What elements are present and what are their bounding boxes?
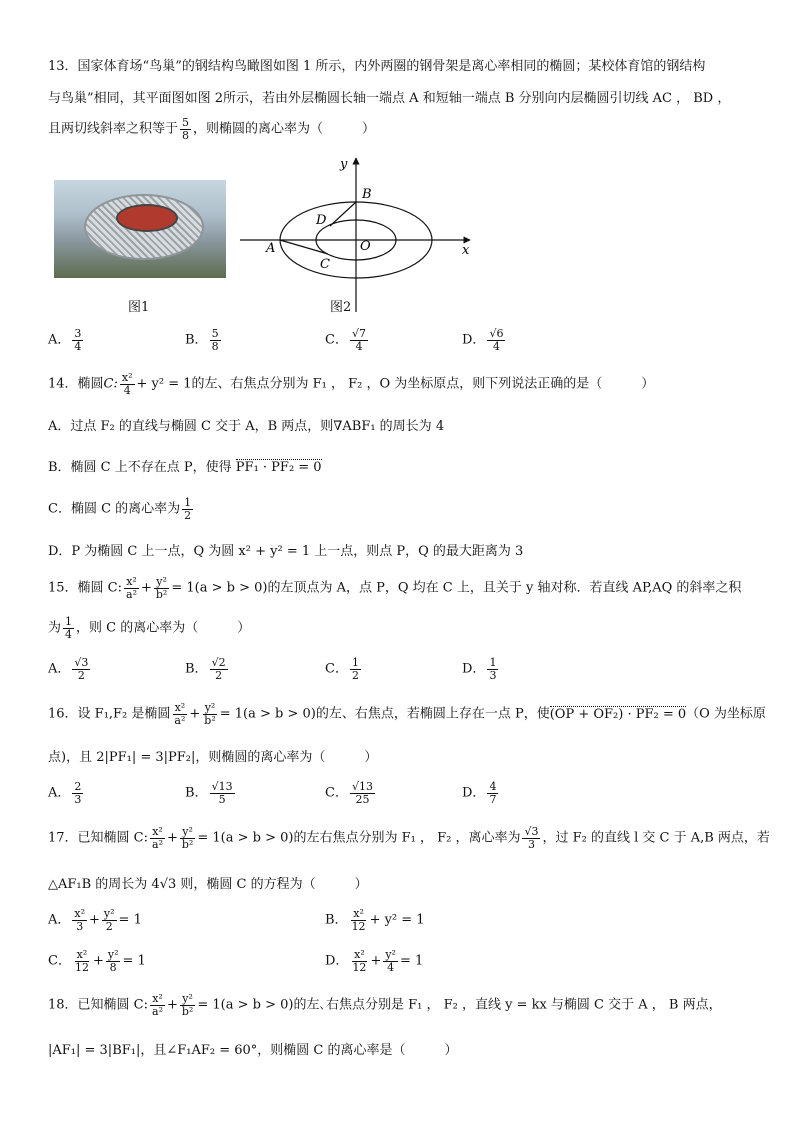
q16-option-a[interactable] — [48, 781, 85, 805]
q14-option-b[interactable] — [48, 456, 322, 475]
option-label: D． — [462, 785, 486, 801]
q16-option-b[interactable] — [185, 781, 237, 805]
q15-option-b[interactable] — [185, 657, 230, 681]
stadium-field-shape — [116, 204, 178, 232]
q17-option-b[interactable] — [325, 908, 425, 932]
option-num: x² — [74, 907, 86, 920]
figure-1-caption: 图1 — [128, 300, 150, 315]
label-b: B — [362, 187, 372, 202]
q18-stem-post: 的左､右焦点分别是 F₁ ， F₂ ，直线 y = kx 与椭圆 C 交于 A ， B 两点， — [293, 997, 722, 1013]
q18-f1-den: a² — [152, 1004, 163, 1018]
q16-vector-expr: (OP + OF₂) · PF₂ = 0 — [549, 706, 687, 722]
option-label: C． — [325, 785, 348, 801]
option-den: 12 — [74, 960, 89, 974]
option-den: 4 — [74, 339, 82, 353]
q14-stem-pre: 14．椭圆 — [48, 376, 104, 392]
option-den: 2 — [105, 919, 113, 933]
q17-option-a[interactable]: A． $\frac{\text{x²}}{3}$ + $\frac{\text{y²}}{2}$ = 1 — [48, 907, 142, 933]
option-num: √13 — [351, 780, 373, 793]
q14-frac-num: x² — [121, 371, 133, 384]
q13-line-2: 与鸟巢”相同，其平面图如图 2所示，若由外层椭圆长轴一端点 A 和短轴一端点 B 分别向内层椭圆引切线 AC ， BD ， — [48, 91, 731, 106]
option-num: 2 — [74, 780, 82, 793]
q16-f2-den: b² — [204, 713, 216, 727]
option-den: 4 — [387, 960, 395, 974]
option-num: 5 — [211, 327, 219, 340]
label-d: D — [316, 213, 327, 228]
option-num: 1 — [351, 656, 359, 669]
option-num: 4 — [489, 780, 497, 793]
q14-option-b-text: B．椭圆 C 上不存在点 P，使得 — [48, 460, 232, 475]
option-den: 2 — [351, 668, 359, 682]
option-den: 3 — [74, 792, 82, 806]
q16-f1-num: x² — [174, 701, 186, 714]
option-den: 7 — [489, 792, 497, 806]
option-label: B． — [185, 785, 208, 801]
q14-stem-post: 的左、右焦点分别为 F₁ ， F₂ ，O 为坐标原点，则下列说法正确的是（ ） — [191, 376, 655, 392]
q16-stem-pre: 16．设 F₁,F₂ 是椭圆 — [48, 706, 171, 722]
option-den: 2 — [215, 668, 223, 682]
q15-line-2-num: 1 — [65, 615, 73, 628]
label-x: x — [462, 243, 470, 258]
q16-eq: = 1(a > b > 0) — [219, 706, 316, 722]
q17-e-den: 3 — [527, 837, 535, 851]
option-label: B． — [185, 332, 208, 348]
q13-option-a[interactable] — [48, 328, 85, 352]
q15-plus: + — [140, 580, 152, 596]
q17-e-num: √3 — [524, 825, 539, 838]
q15-option-a[interactable] — [48, 657, 92, 681]
q17-plus: + — [166, 830, 178, 846]
figure-2-diagram — [230, 150, 490, 320]
option-den: 5 — [218, 792, 226, 806]
option-num: √13 — [211, 780, 233, 793]
q16-stem-mid: 的左、右焦点，若椭圆上存在一点 P，使 — [315, 706, 550, 722]
q18-line-2: |AF₁| = 3|BF₁|，且∠F₁AF₂ = 60°，则椭圆 C 的离心率是（ ） — [48, 1043, 458, 1058]
option-num: x² — [353, 907, 364, 920]
q14-option-b-vector: PF₁ · PF₂ = 0 — [235, 460, 322, 475]
option-label: C． — [325, 332, 348, 348]
option-num: √6 — [489, 327, 504, 340]
q13-fraction-num: 5 — [182, 116, 190, 129]
q15-f2-num: y² — [156, 575, 167, 588]
option-num: y² — [103, 907, 115, 920]
option-label: B． — [185, 661, 208, 677]
q15-line-2-post: ，则 C 的离心率为（ ） — [76, 620, 251, 636]
q13-option-b[interactable] — [185, 328, 223, 352]
q14-stem — [48, 372, 654, 396]
q13-option-d[interactable] — [462, 328, 507, 352]
option-den: 8 — [211, 339, 219, 353]
option-num: x² — [354, 948, 365, 961]
option-label: B． — [325, 912, 348, 928]
q18-f1-num: x² — [152, 992, 163, 1005]
q14-option-c[interactable] — [48, 497, 195, 521]
figure-2-caption: 图2 — [330, 300, 352, 315]
q17-eq: = 1(a > b > 0) — [197, 830, 294, 846]
option-tail: = 1 — [118, 912, 142, 928]
q15-line-2 — [48, 616, 250, 640]
q16-f1-den: a² — [174, 713, 186, 727]
q18-f2-den: b² — [181, 1004, 194, 1018]
q17-f2-num: y² — [182, 825, 193, 838]
option-den: 25 — [355, 792, 370, 806]
q14-option-c-num: 1 — [184, 496, 192, 509]
q13-line-3-post: ，则椭圆的离心率为（ ） — [193, 121, 376, 137]
q16-stem — [48, 702, 766, 726]
label-a: A — [266, 241, 276, 256]
q17-stem — [48, 826, 770, 850]
option-den: 4 — [492, 339, 500, 353]
option-label: A． — [48, 661, 71, 677]
q13-option-c[interactable] — [325, 328, 370, 352]
option-num: 3 — [74, 327, 82, 340]
tangent-ac — [280, 240, 328, 254]
q17-option-d[interactable]: D． $\frac{\text{x²}}{12}$ + $\frac{\text{y²}}{4}$ = 1 — [325, 948, 424, 974]
option-label: D． — [325, 953, 349, 969]
q15-option-c[interactable] — [325, 657, 363, 681]
option-num: √7 — [351, 327, 366, 340]
option-den: 12 — [351, 919, 366, 933]
option-label: D． — [462, 332, 486, 348]
q16-plus: + — [189, 706, 201, 722]
q17-stem-post: ，过 F₂ 的直线 l 交 C 于 A,B 两点，若 — [542, 830, 770, 846]
option-tail: = 1 — [122, 953, 146, 969]
q14-option-c-den: 2 — [184, 508, 192, 522]
option-den: 4 — [355, 339, 363, 353]
label-y: y — [340, 157, 348, 172]
option-tail: + y² = 1 — [369, 912, 425, 928]
q17-stem-pre: 17．已知椭圆 C: — [48, 830, 149, 846]
q15-line-2-den: 4 — [65, 627, 73, 641]
q16-f2-num: y² — [204, 701, 216, 714]
q15-stem — [48, 576, 741, 600]
q15-f1-num: x² — [126, 575, 137, 588]
option-den: 2 — [77, 668, 85, 682]
q15-line-2-pre: 为 — [48, 620, 62, 636]
option-den: 3 — [489, 668, 497, 682]
option-label: A． — [48, 332, 71, 348]
q14-ellipse-name: C: — [103, 376, 118, 392]
q17-stem-mid: 的左右焦点分别为 F₁ ， F₂ ，离心率为 — [293, 830, 521, 846]
option-den: 3 — [76, 919, 84, 933]
q14-option-c-text: C．椭圆 C 的离心率为 — [48, 501, 181, 517]
q16-option-c[interactable] — [325, 781, 377, 805]
option-label: C． — [325, 661, 348, 677]
bird-nest-photo — [54, 180, 226, 278]
q18-stem — [48, 993, 722, 1017]
q18-eq: = 1(a > b > 0) — [197, 997, 294, 1013]
q15-eq: = 1(a > b > 0) — [171, 580, 268, 596]
q16-line-2: 点)，且 2|PF₁| = 3|PF₂|，则椭圆的离心率为（ ） — [48, 750, 378, 765]
q18-f2-num: y² — [182, 992, 193, 1005]
option-num: √2 — [211, 656, 226, 669]
q13-fraction — [180, 117, 191, 141]
q17-f1-num: x² — [152, 825, 163, 838]
option-num: √3 — [74, 656, 89, 669]
q14-eq-tail: + y² = 1 — [136, 376, 192, 392]
tangent-bd — [330, 202, 356, 226]
label-c: C — [320, 257, 330, 272]
q18-stem-pre: 18．已知椭圆 C: — [48, 997, 149, 1013]
q15-option-d[interactable] — [462, 657, 500, 681]
q14-option-d[interactable]: D．P 为椭圆 C 上一点，Q 为圆 x² + y² = 1 上一点，则点 P，Q 的最大距离为 3 — [48, 544, 524, 559]
q13-line-3-pre: 且两切线斜率之积等于 — [48, 121, 179, 137]
option-den: 8 — [109, 960, 117, 974]
q15-f1-den: a² — [126, 587, 137, 601]
q13-line-3 — [48, 117, 375, 141]
q13-line-1: 13．国家体育场“鸟巢”的钢结构鸟瞰图如图 1 所示，内外两圈的钢骨架是离心率相同的椭圆；某校体育馆的钢结构 — [48, 59, 706, 74]
q17-option-c[interactable]: C． $\frac{\text{x²}}{12}$ + $\frac{\text{y²}}{8}$ = 1 — [48, 948, 146, 974]
option-tail: = 1 — [399, 953, 424, 969]
option-num: y² — [385, 948, 396, 961]
q16-option-d[interactable] — [462, 781, 500, 805]
q15-stem-pre: 15．椭圆 C: — [48, 580, 123, 596]
q17-line-2: △AF₁B 的周长为 4√3 则，椭圆 C 的方程为（ ） — [48, 877, 368, 892]
option-label: D． — [462, 661, 486, 677]
q15-f2-den: b² — [155, 587, 168, 601]
option-label: C． — [48, 953, 71, 969]
option-den: 12 — [352, 960, 367, 974]
q13-fraction-den: 8 — [182, 128, 190, 142]
q17-f1-den: a² — [152, 837, 163, 851]
option-label: A． — [48, 785, 71, 801]
option-num: y² — [107, 948, 119, 961]
q17-f2-den: b² — [181, 837, 194, 851]
option-num: x² — [76, 948, 88, 961]
q18-plus: + — [166, 997, 178, 1013]
option-label: A． — [48, 912, 71, 928]
q14-option-a[interactable]: A．过点 F₂ 的直线与椭圆 C 交于 A，B 两点，则∇ABF₁ 的周长为 4 — [48, 419, 445, 434]
label-o: O — [360, 239, 371, 254]
q14-frac-den: 4 — [123, 383, 131, 397]
q16-stem-post: （O 为坐标原 — [686, 706, 766, 722]
option-num: 1 — [489, 656, 497, 669]
q15-stem-post: 的左顶点为 A，点 P，Q 均在 C 上，且关于 y 轴对称．若直线 AP,AQ 的斜率之积 — [267, 580, 742, 596]
